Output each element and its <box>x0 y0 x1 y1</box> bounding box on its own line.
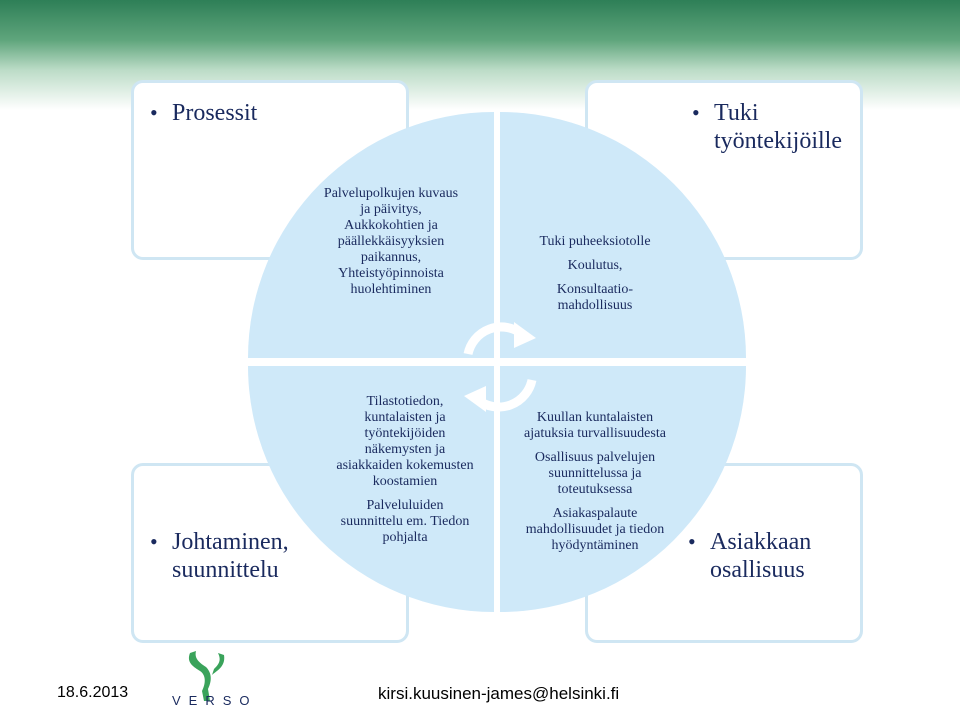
quadrant-text-top-left: Palvelupolkujen kuvaus ja päivitys, Aukkokohtien ja päällekkäisyyksien paikannus, Yhteistyöpinnoista huolehtiminen <box>323 186 459 297</box>
bullet-icon: • <box>688 529 696 554</box>
corner-label-client-participation: • Asiakkaan osallisuus <box>688 529 812 583</box>
quadrant-text-bottom-left: Tilastotiedon, kuntalaisten ja työntekijöiden näkemysten ja asiakkaiden kokemusten koostamien Palveluluiden suunnittelu em. Tiedon pohjalta <box>336 394 474 545</box>
corner-label-management: • Johtaminen, suunnittelu <box>150 529 289 583</box>
logo-text: VERSO <box>172 693 258 708</box>
quadrant-text-bottom-right: Kuullan kuntalaisten ajatuksia turvallisuudesta Osallisuus palvelujen suunnittelussa ja toteutuksessa Asiakaspalaute mahdollisuudet ja tiedon hyödyntäminen <box>524 410 666 553</box>
footer-date: 18.6.2013 <box>57 684 129 701</box>
corner-label-processes: • Prosessit <box>150 100 258 126</box>
bullet-icon: • <box>692 100 700 125</box>
bullet-icon: • <box>150 100 158 125</box>
bullet-icon: • <box>150 529 158 554</box>
footer-email: kirsi.kuusinen-james@helsinki.fi <box>378 684 620 703</box>
corner-label-employee-support: • Tuki työntekijöille <box>692 100 842 154</box>
cycle-arrows-icon <box>440 312 560 422</box>
quadrant-text-top-right: Tuki puheeksiotolle Koulutus, Konsultaatio- mahdollisuus <box>539 234 651 313</box>
